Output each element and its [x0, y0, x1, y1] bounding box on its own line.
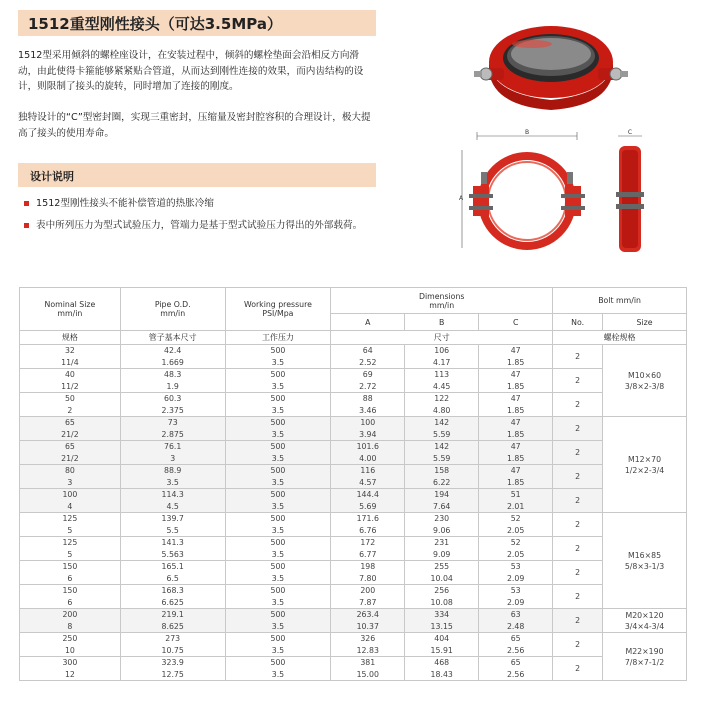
cell-a: 144.4: [331, 489, 405, 501]
cell-n: 150: [20, 561, 121, 573]
coupling-front-drawing: [455, 128, 605, 253]
cell-b: 4.80: [405, 405, 479, 417]
cell-bolt-no: 2: [553, 489, 603, 513]
table-row: [20, 417, 687, 429]
design-section-bar: [18, 163, 376, 187]
cell-od: 88.9: [120, 465, 225, 477]
cell-n: 6: [20, 597, 121, 609]
cell-p: 500: [225, 417, 331, 429]
bolt-size-imperial: 7/8×7-1/2: [624, 657, 665, 667]
col-c: C: [479, 314, 553, 331]
cell-p: 500: [225, 513, 331, 525]
cell-b: 10.08: [405, 597, 479, 609]
cn-nominal: 规格: [20, 331, 121, 345]
cell-p: 500: [225, 393, 331, 405]
cell-od: 168.3: [120, 585, 225, 597]
cell-b: 15.91: [405, 645, 479, 657]
cell-n: 200: [20, 609, 121, 621]
cell-od: 114.3: [120, 489, 225, 501]
cell-p: 3.5: [225, 621, 331, 633]
cell-c: 1.85: [479, 477, 553, 489]
cell-a: 3.46: [331, 405, 405, 417]
dimension-c-label: C: [627, 129, 633, 136]
cell-od: 139.7: [120, 513, 225, 525]
cell-b: 9.09: [405, 549, 479, 561]
cell-bolt-no: 2: [553, 417, 603, 441]
cell-od: 48.3: [120, 369, 225, 381]
table-row: [20, 537, 687, 549]
cell-od: 1.9: [120, 381, 225, 393]
cell-od: 12.75: [120, 669, 225, 681]
table-row: [20, 561, 687, 573]
cn-pipe-od: 管子基本尺寸: [120, 331, 225, 345]
cell-n: 11/4: [20, 357, 121, 369]
cell-p: 3.5: [225, 429, 331, 441]
col-pipe-od: Pipe O.D. mm/in: [120, 288, 225, 331]
cell-b: 230: [405, 513, 479, 525]
cell-n: 21/2: [20, 429, 121, 441]
cell-n: 125: [20, 513, 121, 525]
cell-a: 100: [331, 417, 405, 429]
cell-p: 500: [225, 441, 331, 453]
cn-dimensions: 尺寸: [331, 331, 553, 345]
cell-b: 231: [405, 537, 479, 549]
cell-b: 404: [405, 633, 479, 645]
cell-c: 65: [479, 633, 553, 645]
cell-b: 194: [405, 489, 479, 501]
cell-p: 3.5: [225, 381, 331, 393]
cell-od: 323.9: [120, 657, 225, 669]
cell-b: 6.22: [405, 477, 479, 489]
cell-a: 172: [331, 537, 405, 549]
cell-c: 47: [479, 345, 553, 357]
cell-bolt-no: 2: [553, 345, 603, 369]
cell-p: 3.5: [225, 549, 331, 561]
page-title: 1512重型刚性接头（可达3.5MPa）: [28, 15, 282, 33]
cell-bolt-no: 2: [553, 633, 603, 657]
cell-bolt-size: [603, 513, 687, 609]
cn-pressure: 工作压力: [225, 331, 331, 345]
cell-b: 106: [405, 345, 479, 357]
cell-c: 2.09: [479, 597, 553, 609]
cell-c: 2.05: [479, 549, 553, 561]
col-bolt: Bolt mm/in: [553, 288, 687, 314]
cell-od: 2.375: [120, 405, 225, 417]
cell-p: 3.5: [225, 477, 331, 489]
cell-bolt-size: [603, 633, 687, 681]
cell-a: 7.80: [331, 573, 405, 585]
cell-a: 198: [331, 561, 405, 573]
cell-c: 2.01: [479, 501, 553, 513]
cell-bolt-no: 2: [553, 609, 603, 633]
cell-b: 122: [405, 393, 479, 405]
cell-c: 47: [479, 417, 553, 429]
cell-b: 4.17: [405, 357, 479, 369]
cell-n: 125: [20, 537, 121, 549]
dimension-b-label: B: [524, 129, 530, 136]
table-row: [20, 513, 687, 525]
cell-p: 500: [225, 585, 331, 597]
cell-od: 165.1: [120, 561, 225, 573]
cell-c: 2.48: [479, 621, 553, 633]
cell-n: 5: [20, 549, 121, 561]
cell-n: 150: [20, 585, 121, 597]
bolt-size-metric: M10×60: [627, 370, 662, 380]
cell-p: 500: [225, 657, 331, 669]
cell-p: 3.5: [225, 453, 331, 465]
cell-c: 2.09: [479, 573, 553, 585]
cell-od: 219.1: [120, 609, 225, 621]
cell-od: 6.625: [120, 597, 225, 609]
coupling-photo: [472, 14, 630, 114]
cell-c: 47: [479, 393, 553, 405]
col-b: B: [405, 314, 479, 331]
cell-c: 65: [479, 657, 553, 669]
cell-od: 60.3: [120, 393, 225, 405]
cell-od: 141.3: [120, 537, 225, 549]
cell-p: 3.5: [225, 501, 331, 513]
cell-b: 18.43: [405, 669, 479, 681]
cell-od: 3.5: [120, 477, 225, 489]
cell-a: 326: [331, 633, 405, 645]
cell-c: 63: [479, 609, 553, 621]
bolt-size-metric: M16×85: [627, 550, 662, 560]
cell-a: 3.94: [331, 429, 405, 441]
cell-c: 1.85: [479, 429, 553, 441]
cell-od: 42.4: [120, 345, 225, 357]
cell-bolt-no: 2: [553, 393, 603, 417]
cell-n: 50: [20, 393, 121, 405]
col-a: A: [331, 314, 405, 331]
cell-a: 263.4: [331, 609, 405, 621]
cell-b: 142: [405, 441, 479, 453]
cell-n: 12: [20, 669, 121, 681]
cell-c: 52: [479, 513, 553, 525]
intro-paragraph-1: 1512型采用倾斜的螺栓座设计，在安装过程中，倾斜的螺栓垫面会沿相反方向滑动，由此使得卡箍能够紧紧贴合管道，从而达到刚性连接的效果，而内齿结构的设计，则限制了接头的旋转，同时增加了连接的刚度。: [18, 50, 364, 92]
bolt-size-metric: M20×120: [625, 610, 664, 620]
cell-a: 64: [331, 345, 405, 357]
cell-c: 1.85: [479, 381, 553, 393]
cell-od: 8.625: [120, 621, 225, 633]
cell-bolt-size: [603, 609, 687, 633]
cell-a: 12.83: [331, 645, 405, 657]
cell-p: 500: [225, 345, 331, 357]
cell-c: 47: [479, 369, 553, 381]
table-row: [20, 369, 687, 381]
cell-b: 9.06: [405, 525, 479, 537]
cell-od: 5.5: [120, 525, 225, 537]
cell-n: 65: [20, 417, 121, 429]
dimension-a-label: A: [459, 195, 464, 202]
cell-p: 3.5: [225, 573, 331, 585]
bullet-icon: [24, 223, 29, 228]
cell-od: 273: [120, 633, 225, 645]
cell-a: 5.69: [331, 501, 405, 513]
intro-paragraph-2: 独特设计的“C”型密封圈，实现三重密封，压缩量及密封腔容积的合理设计，极大提高了接头的使用寿命。: [18, 112, 371, 139]
cell-c: 47: [479, 465, 553, 477]
cell-p: 3.5: [225, 405, 331, 417]
cell-a: 88: [331, 393, 405, 405]
cell-bolt-no: 2: [553, 441, 603, 465]
cell-n: 4: [20, 501, 121, 513]
col-bolt-no: No.: [553, 314, 603, 331]
cell-c: 53: [479, 585, 553, 597]
design-note-1: 1512型刚性接头不能补偿管道的热胀冷缩: [24, 197, 374, 212]
cell-b: 256: [405, 585, 479, 597]
cell-a: 2.72: [331, 381, 405, 393]
cell-a: 4.57: [331, 477, 405, 489]
cell-c: 51: [479, 489, 553, 501]
cell-p: 500: [225, 465, 331, 477]
cell-p: 500: [225, 537, 331, 549]
cell-b: 158: [405, 465, 479, 477]
cell-bolt-no: 2: [553, 537, 603, 561]
cell-a: 10.37: [331, 621, 405, 633]
title-bar: [18, 10, 376, 36]
bolt-size-imperial: 3/4×4-3/4: [624, 621, 665, 631]
bolt-size-imperial: 3/8×2-3/8: [624, 381, 665, 391]
cell-bolt-no: 2: [553, 585, 603, 609]
cell-c: 1.85: [479, 357, 553, 369]
cn-bolt: 螺栓规格: [553, 331, 687, 345]
table-row: [20, 393, 687, 405]
cell-bolt-no: 2: [553, 657, 603, 681]
cell-n: 6: [20, 573, 121, 585]
bolt-size-metric: M12×70: [627, 454, 662, 464]
cell-n: 65: [20, 441, 121, 453]
cell-c: 1.85: [479, 453, 553, 465]
cell-a: 15.00: [331, 669, 405, 681]
cell-c: 53: [479, 561, 553, 573]
cell-p: 500: [225, 489, 331, 501]
cell-od: 3: [120, 453, 225, 465]
cell-bolt-no: 2: [553, 465, 603, 489]
table-row: [20, 633, 687, 645]
cell-n: 100: [20, 489, 121, 501]
cell-bolt-no: 2: [553, 513, 603, 537]
design-heading: 设计说明: [30, 170, 74, 183]
cell-p: 3.5: [225, 357, 331, 369]
cell-n: 8: [20, 621, 121, 633]
table-row: [20, 465, 687, 477]
table-row: [20, 441, 687, 453]
cell-c: 1.85: [479, 405, 553, 417]
cell-n: 3: [20, 477, 121, 489]
cell-b: 5.59: [405, 429, 479, 441]
cell-a: 381: [331, 657, 405, 669]
cell-n: 5: [20, 525, 121, 537]
cell-a: 200: [331, 585, 405, 597]
cell-p: 3.5: [225, 645, 331, 657]
cell-b: 113: [405, 369, 479, 381]
cell-n: 2: [20, 405, 121, 417]
col-nominal-size: Nominal Size mm/in: [20, 288, 121, 331]
bolt-size-imperial: 1/2×2-3/4: [624, 465, 665, 475]
cell-p: 500: [225, 369, 331, 381]
cell-a: 116: [331, 465, 405, 477]
cell-bolt-no: 2: [553, 561, 603, 585]
table-row: [20, 609, 687, 621]
col-bolt-size: Size: [603, 314, 687, 331]
cell-b: 7.64: [405, 501, 479, 513]
cell-b: 255: [405, 561, 479, 573]
bullet-icon: [24, 201, 29, 206]
cell-n: 21/2: [20, 453, 121, 465]
design-note-2: 表中所列压力为型式试验压力，管端力是基于型式试验压力得出的外部载荷。: [24, 219, 374, 234]
cell-bolt-no: 2: [553, 369, 603, 393]
cell-bolt-size: [603, 417, 687, 513]
cell-n: 250: [20, 633, 121, 645]
spec-table: [19, 287, 687, 681]
table-row: [20, 489, 687, 501]
cell-a: 6.76: [331, 525, 405, 537]
coupling-side-drawing: [610, 128, 650, 253]
cell-n: 80: [20, 465, 121, 477]
cell-od: 4.5: [120, 501, 225, 513]
col-working-pressure: Working pressure PSI/Mpa: [225, 288, 331, 331]
cell-b: 142: [405, 417, 479, 429]
cell-od: 6.5: [120, 573, 225, 585]
cell-b: 13.15: [405, 621, 479, 633]
cell-a: 7.87: [331, 597, 405, 609]
cell-b: 10.04: [405, 573, 479, 585]
cell-p: 500: [225, 609, 331, 621]
cell-od: 10.75: [120, 645, 225, 657]
cell-od: 76.1: [120, 441, 225, 453]
cell-c: 2.56: [479, 645, 553, 657]
bolt-size-imperial: 5/8×3-1/3: [624, 561, 665, 571]
table-row: [20, 657, 687, 669]
cell-a: 69: [331, 369, 405, 381]
cell-n: 300: [20, 657, 121, 669]
cell-od: 2.875: [120, 429, 225, 441]
cell-od: 73: [120, 417, 225, 429]
cell-a: 2.52: [331, 357, 405, 369]
cell-b: 334: [405, 609, 479, 621]
cell-p: 3.5: [225, 669, 331, 681]
cell-c: 52: [479, 537, 553, 549]
cell-od: 5.563: [120, 549, 225, 561]
table-row: [20, 585, 687, 597]
cell-p: 500: [225, 633, 331, 645]
cell-n: 40: [20, 369, 121, 381]
bolt-size-metric: M22×190: [625, 646, 664, 656]
cell-a: 4.00: [331, 453, 405, 465]
cell-p: 3.5: [225, 525, 331, 537]
cell-p: 3.5: [225, 597, 331, 609]
cell-c: 2.56: [479, 669, 553, 681]
cell-a: 6.77: [331, 549, 405, 561]
cell-b: 468: [405, 657, 479, 669]
cell-n: 11/2: [20, 381, 121, 393]
cell-n: 10: [20, 645, 121, 657]
table-row: [20, 345, 687, 357]
col-dimensions: Dimensions mm/in: [331, 288, 553, 314]
cell-od: 1.669: [120, 357, 225, 369]
cell-bolt-size: [603, 345, 687, 417]
cell-a: 101.6: [331, 441, 405, 453]
cell-b: 4.45: [405, 381, 479, 393]
cell-c: 47: [479, 441, 553, 453]
cell-b: 5.59: [405, 453, 479, 465]
cell-c: 2.05: [479, 525, 553, 537]
cell-a: 171.6: [331, 513, 405, 525]
cell-p: 500: [225, 561, 331, 573]
cell-n: 32: [20, 345, 121, 357]
